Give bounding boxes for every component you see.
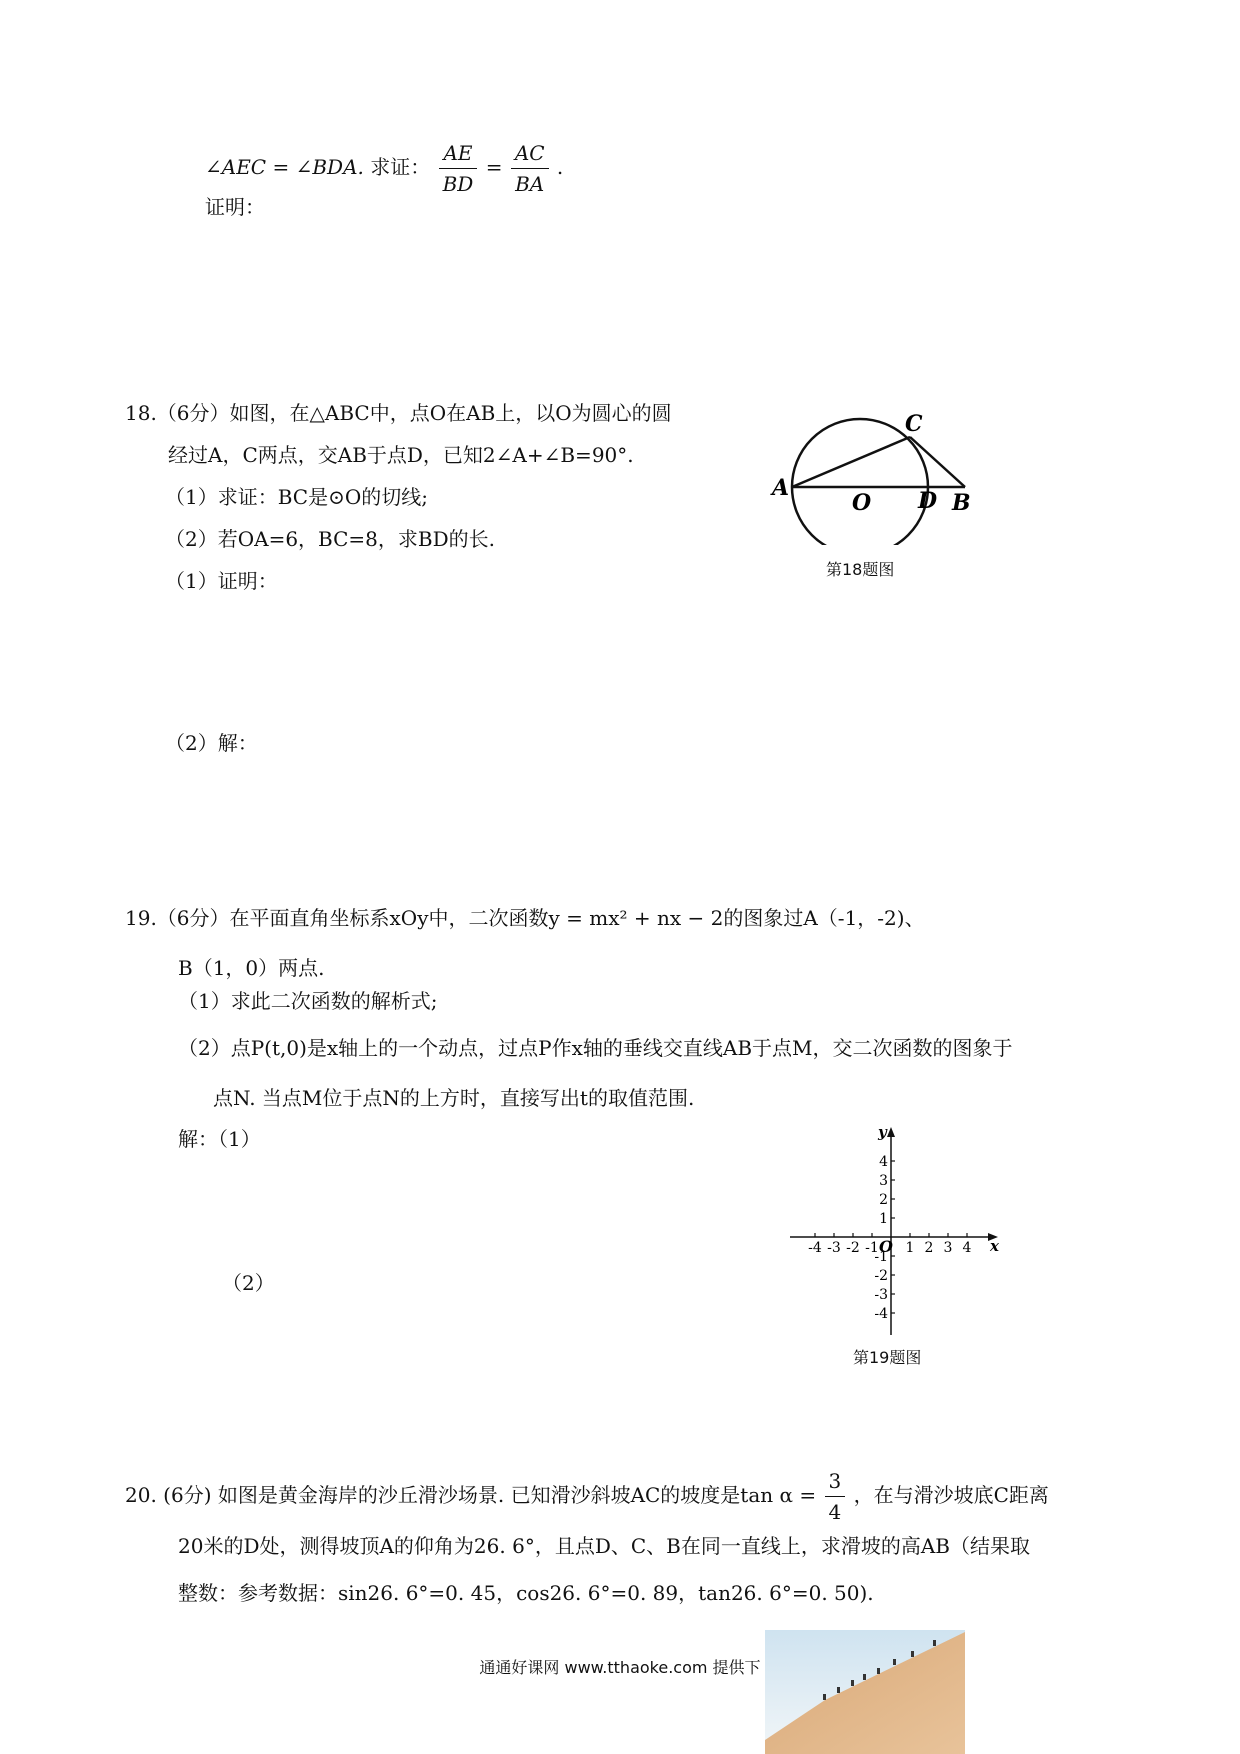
- q18-line2: 经过A，C两点，交AB于点D，已知2∠A+∠B=90°.: [168, 443, 634, 467]
- y-tick-label: -4: [874, 1306, 888, 1322]
- origin-label: O: [879, 1237, 893, 1256]
- fraction-numerator: 3: [825, 1466, 846, 1497]
- x-tick-label: -4: [808, 1240, 822, 1256]
- x-axis-label: x: [990, 1237, 999, 1255]
- q18-figure-caption: 第18题图: [826, 560, 895, 579]
- q20-line1-b: ，在与滑沙坡底C距离: [853, 1483, 1049, 1507]
- q19-coordinate-figure: [780, 1125, 1010, 1340]
- x-tick-label: 1: [905, 1240, 915, 1256]
- y-tick-label: 3: [879, 1173, 888, 1189]
- q20-line1: [125, 1466, 1049, 1527]
- fraction-numerator: AC: [511, 138, 549, 169]
- label-b: B: [952, 490, 971, 516]
- label-c: C: [905, 411, 923, 437]
- x-tick-label: 3: [943, 1240, 953, 1256]
- x-tick-label: -3: [827, 1240, 841, 1256]
- x-tick-label: 2: [924, 1240, 934, 1256]
- q17-prove-label: 求证：: [370, 155, 431, 179]
- segment-ac: [792, 437, 910, 487]
- q20-line3: 整数：参考数据：sin26. 6°=0. 45，cos26. 6°=0. 89，tan26. 6°=0. 50).: [178, 1581, 874, 1605]
- q19-line2: B（1，0）两点.: [178, 956, 325, 980]
- q17-proof-label: 证明：: [205, 195, 265, 219]
- y-tick-label: 4: [879, 1154, 888, 1170]
- q18-figure: [760, 405, 990, 545]
- q18-answer1-label: （1）证明：: [165, 569, 278, 593]
- q20-line1-a: 20. (6分) 如图是黄金海岸的沙丘滑沙场景. 已知滑沙斜坡AC的坡度是tan α =: [125, 1483, 817, 1507]
- y-axis-arrow: [887, 1127, 895, 1137]
- q17-given: ∠AEC = ∠BDA.: [205, 155, 364, 179]
- fraction-denominator: BD: [442, 172, 474, 196]
- q19-figure-caption: 第19题图: [853, 1348, 922, 1367]
- q19-part2b: 点N. 当点M位于点N的上方时，直接写出t的取值范围.: [213, 1086, 695, 1110]
- q17-fraction-ae-bd: [439, 138, 478, 199]
- y-tick-label: -3: [874, 1287, 888, 1303]
- q17-fraction-ac-ba: [511, 138, 549, 199]
- fraction-denominator: BA: [515, 172, 545, 196]
- page-footer: 通通好课网 www.tthaoke.com 提供下: [479, 1658, 761, 1677]
- label-d: D: [918, 488, 938, 514]
- q18-answer2-label: （2）解：: [165, 731, 258, 755]
- period: .: [556, 155, 564, 179]
- label-a: A: [772, 475, 790, 501]
- q20-fraction-3-4: [825, 1466, 846, 1527]
- segment-cb: [910, 437, 965, 487]
- q20-line2: 20米的D处，测得坡顶A的仰角为26. 6°，且点D、C、B在同一直线上，求滑坡的高AB（结果取: [178, 1534, 1030, 1558]
- equals-sign: =: [485, 155, 503, 179]
- label-o: O: [852, 490, 872, 516]
- q19-answer1-label: 解：（1）: [178, 1127, 261, 1151]
- y-axis-label: y: [878, 1125, 887, 1141]
- sand-dune-image: [765, 1630, 965, 1754]
- q18-line1: 18.（6分）如图，在△ABC中，点O在AB上，以O为圆心的圆: [125, 401, 672, 425]
- q19-line1: 19.（6分）在平面直角坐标系xOy中，二次函数y = mx² + nx − 2的图象过A（-1，-2)、: [125, 906, 925, 930]
- x-tick-label: -1: [865, 1240, 879, 1256]
- q18-part2: （2）若OA=6，BC=8，求BD的长.: [165, 527, 495, 551]
- sand-dune-photo: [765, 1630, 965, 1754]
- q19-answer2-label: （2）: [222, 1271, 275, 1295]
- x-tick-label: 4: [962, 1240, 972, 1256]
- y-tick-label: 2: [879, 1192, 888, 1208]
- q19-part1: （1）求此二次函数的解析式;: [178, 989, 438, 1013]
- q17-given-line: [205, 138, 563, 199]
- q18-part1: （1）求证：BC是⊙O的切线;: [165, 485, 428, 509]
- y-tick-label: 1: [879, 1211, 888, 1227]
- y-tick-label: -2: [874, 1268, 888, 1284]
- fraction-denominator: 4: [828, 1500, 842, 1524]
- q19-part2a: （2）点P(t,0)是x轴上的一个动点，过点P作x轴的垂线交直线AB于点M，交二次函数的图象于: [178, 1036, 1013, 1060]
- fraction-numerator: AE: [439, 138, 478, 169]
- y-tick-label: -1: [874, 1249, 888, 1265]
- x-tick-label: -2: [846, 1240, 860, 1256]
